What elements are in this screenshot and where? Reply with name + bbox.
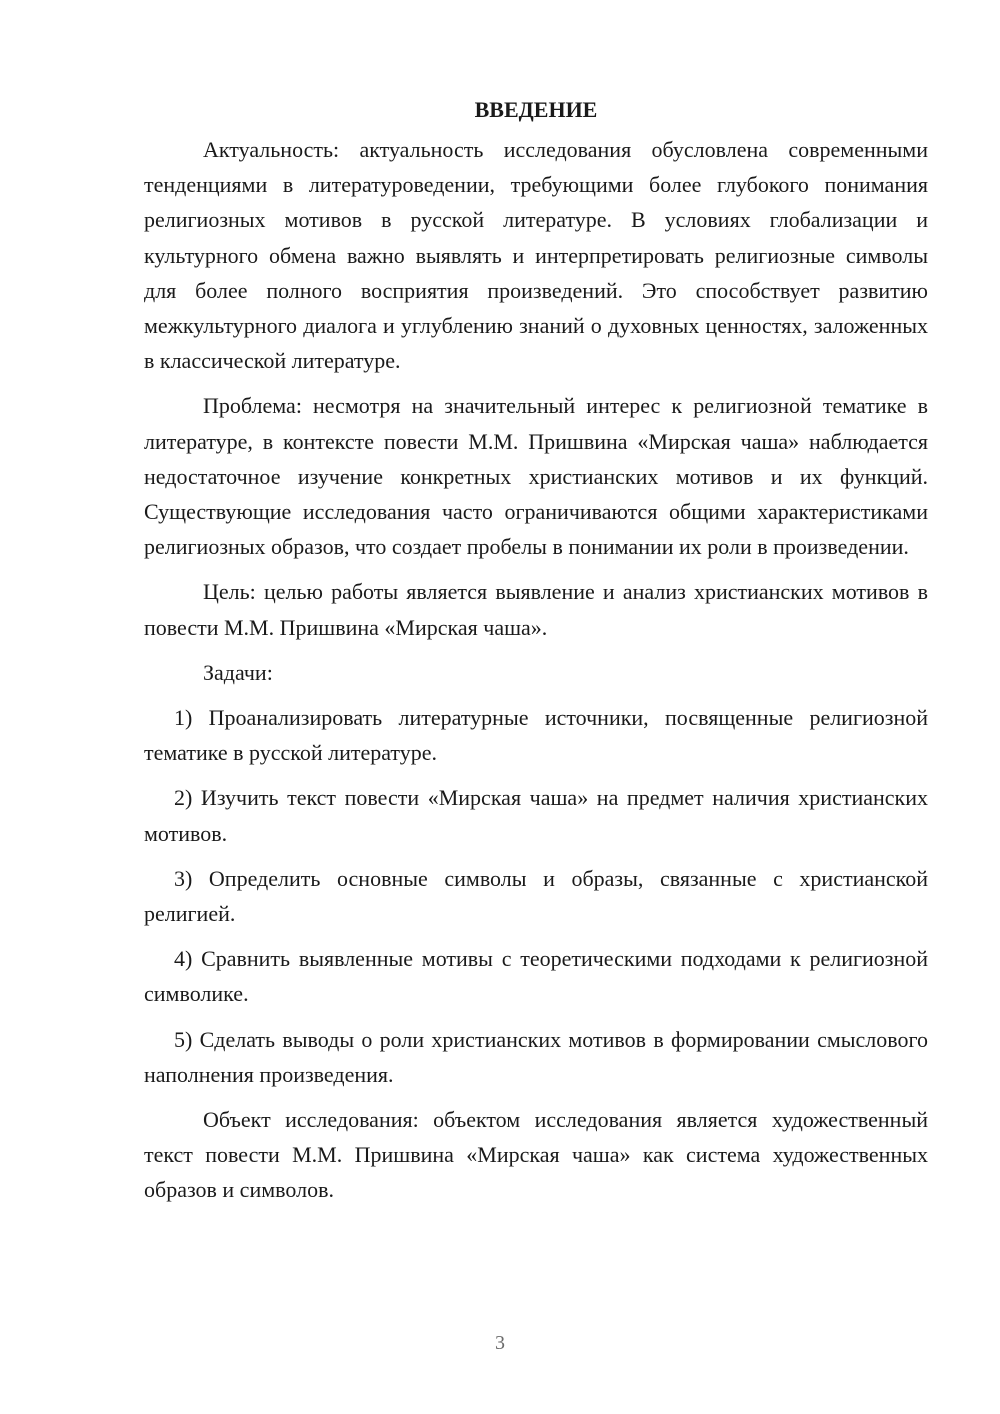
task-item-2: 2) Изучить текст повести «Мирская чаша» на предмет наличия христианских мотивов. — [144, 785, 928, 846]
goal-paragraph: Цель: целью работы является выявление и анализ христианских мотивов в повести М.М. Пришвина «Мирская чаша». — [144, 579, 928, 640]
page-number: 3 — [495, 1332, 505, 1354]
object-paragraph: Объект исследования: объектом исследования является художественный текст повести М.М. Пришвина «Мирская чаша» как система художественных образов и символов. — [144, 1107, 928, 1203]
task-item-5: 5) Сделать выводы о роли христианских мотивов в формировании смыслового наполнения произведения. — [144, 1026, 928, 1087]
task-item-4: 4) Сравнить выявленные мотивы с теоретическими подходами к религиозной символике. — [144, 946, 928, 1007]
problem-paragraph: Проблема: несмотря на значительный интерес к религиозной тематике в литературе, в контексте повести М.М. Пришвина «Мирская чаша» наблюдается недостаточное изучение конкретных христианских мотивов и их функций. Существующие исследования часто ограничиваются общими характеристиками религиозных образов, что создает пробелы в понимании их роли в произведении. — [144, 393, 928, 560]
task-item-3: 3) Определить основные символы и образы, связанные с христианской религией. — [144, 865, 928, 927]
task-item-1: 1) Проанализировать литературные источники, посвященные религиозной тематике в русской литературе. — [144, 705, 928, 766]
document-page — [144, 92, 928, 1218]
section-title: ВВЕДЕНИЕ — [474, 97, 598, 122]
relevance-paragraph: Актуальность: актуальность исследования обусловлена современными тенденциями в литературоведении, требующими более глубокого понимания религиозных мотивов в русской литературе. В условиях глобализации и культурного обмена важно выявлять и интерпретировать религиозные символы для более полного восприятия произведений. Это способствует развитию межкультурного диалога и углублению знаний о духовных ценностях, заложенных в классической литературе. — [144, 137, 928, 374]
tasks-heading: Задачи: — [203, 659, 273, 685]
